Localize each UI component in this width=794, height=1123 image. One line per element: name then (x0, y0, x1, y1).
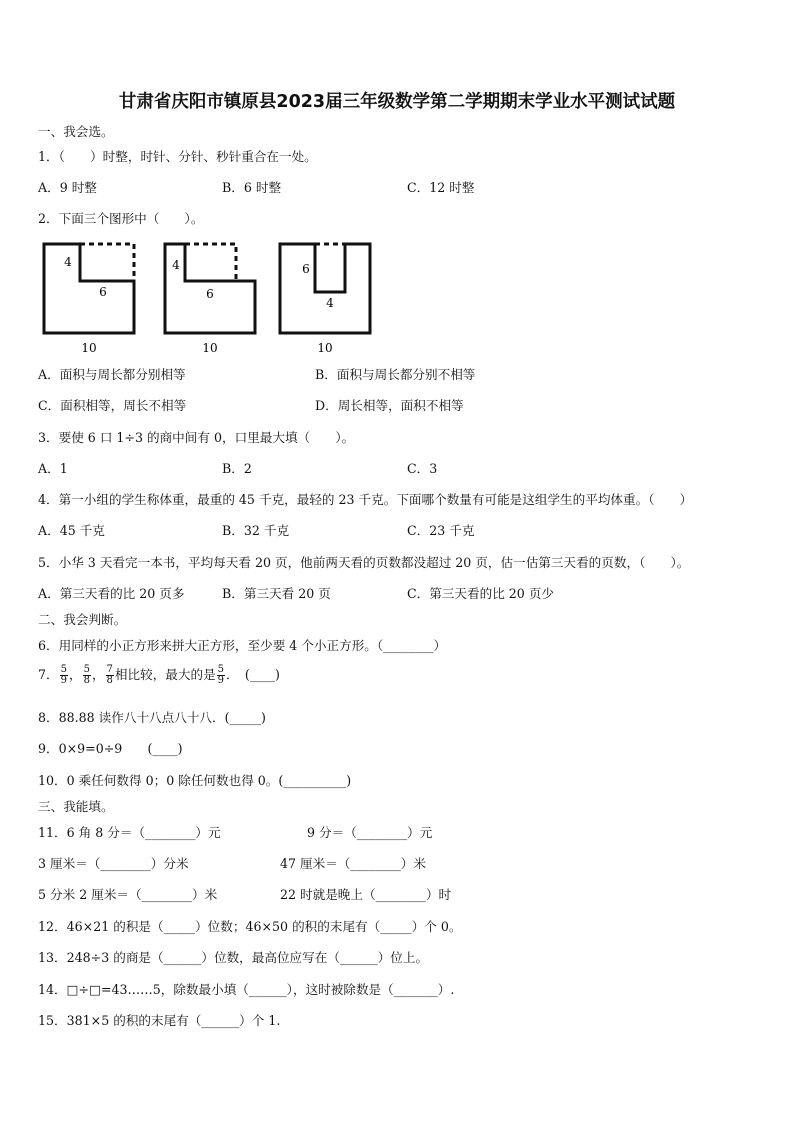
q11-part-f: 22 时就是晚上（________）时 (280, 887, 452, 902)
q2-option-c: C．面积相等，周长不相等 (38, 398, 187, 413)
q11-part-e: 5 分米 2 厘米＝（________）米 (38, 887, 218, 902)
section-heading-1: 一、我会选。 (38, 124, 114, 139)
q3-stem: 3．要使 6 口 1÷3 的商中间有 0，口里最大填（ ）。 (38, 430, 355, 445)
q3-option-b: B．2 (222, 461, 252, 476)
q4-option-c: C．23 千克 (407, 523, 475, 538)
section-heading-2: 二、我会判断。 (38, 612, 127, 627)
q3-option-c: C．3 (407, 461, 438, 476)
q2-fig3-label-bottom: 10 (317, 341, 333, 355)
section-heading-3: 三、我能填。 (38, 799, 114, 814)
q11-part-d: 47 厘米＝（________）米 (280, 856, 426, 871)
q5-option-c: C．第三天看的比 20 页少 (407, 586, 555, 601)
q3-option-a: A．1 (38, 461, 68, 476)
q8-statement: 8．88.88 读作八十八点八十八．(_____) (38, 710, 266, 725)
q10-statement: 10．0 乘任何数得 0；0 除任何数也得 0。(__________) (38, 773, 352, 788)
q2-fig2-label-bottom: 10 (202, 341, 218, 355)
q4-option-b: B．32 千克 (222, 523, 290, 538)
q2-stem: 2．下面三个图形中（ ）。 (38, 211, 204, 226)
q6-statement: 6．用同样的小正方形来拼大正方形，至少要 4 个小正方形。（________） (38, 638, 447, 653)
q2-fig3-label-inner: 4 (326, 296, 334, 310)
q7-fraction-4: $\frac{5}{9}$ (217, 664, 225, 686)
q11-part-c: 3 厘米＝（________）分米 (38, 856, 189, 871)
q2-option-b: B．面积与周长都分别不相等 (315, 367, 476, 382)
q5-stem: 5．小华 3 天看完一本书，平均每天看 20 页，他前两天看的页数都没超过 20 页，估一估第三天看的页数，（ ）。 (38, 555, 690, 570)
q11-part-b: 9 分＝（________）元 (307, 825, 433, 840)
q7-fraction-1: $\frac{5}{9}$ (60, 664, 67, 686)
q1-option-a: A．9 时整 (38, 180, 97, 195)
q2-figure-3 (280, 244, 370, 355)
q2-fig3-label-top: 6 (302, 262, 310, 276)
q2-fig2-label-top: 4 (172, 258, 180, 272)
q4-stem: 4．第一小组的学生称体重，最重的 45 千克，最轻的 23 千克。下面哪个数量有可能是这组学生的平均体重。（ ） (38, 492, 693, 507)
q1-option-c: C．12 时整 (407, 180, 475, 195)
q2-figure-1 (44, 244, 134, 355)
q15-statement: 15．381×5 的积的末尾有（______）个 1. (38, 1013, 281, 1028)
q11-part-a: 11．6 角 8 分＝（________）元 (38, 825, 221, 840)
page-title: 甘肃省庆阳市镇原县2023届三年级数学第二学期期末学业水平测试试题 (118, 92, 676, 112)
q5-option-a: A．第三天看的比 20 页多 (38, 586, 185, 601)
q12-statement: 12．46×21 的积是（_____）位数；46×50 的积的末尾有（_____）个 0。 (38, 919, 462, 934)
q2-fig1-label-bottom: 10 (81, 341, 97, 355)
q4-option-a: A．45 千克 (38, 523, 105, 538)
q2-fig1-label-top: 4 (64, 255, 72, 269)
q13-statement: 13．248÷3 的商是（______）位数，最高位应写在（______）位上。 (38, 950, 429, 965)
q7-fraction-3: $\frac{7}{8}$ (106, 664, 113, 686)
q5-option-b: B．第三天看 20 页 (222, 586, 331, 601)
q14-statement: 14．□÷□=43……5，除数最小填（______），这时被除数是（_______）. (38, 982, 455, 997)
q2-fig2-label-inner: 6 (206, 287, 214, 301)
q1-option-b: B．6 时整 (222, 180, 282, 195)
q1-stem: 1．（ ）时整，时针、分针、秒针重合在一处。 (38, 149, 317, 164)
q2-figure-2 (165, 244, 255, 355)
q7-statement: 7． $\frac{5}{9}$ ， $\frac{5}{8}$ ， $\frac{7}{8}$ 相比较，最大的是 $\frac{5}{9}$ ． (____) (38, 664, 280, 686)
q2-option-a: A．面积与周长都分别相等 (38, 367, 186, 382)
q2-figures (30, 236, 390, 358)
q7-fraction-2: $\frac{5}{8}$ (83, 664, 90, 686)
q2-option-d: D．周长相等，面积不相等 (315, 398, 464, 413)
q9-statement: 9．0×9=0÷9 (____) (38, 741, 183, 756)
q2-fig1-label-inner: 6 (99, 285, 107, 299)
